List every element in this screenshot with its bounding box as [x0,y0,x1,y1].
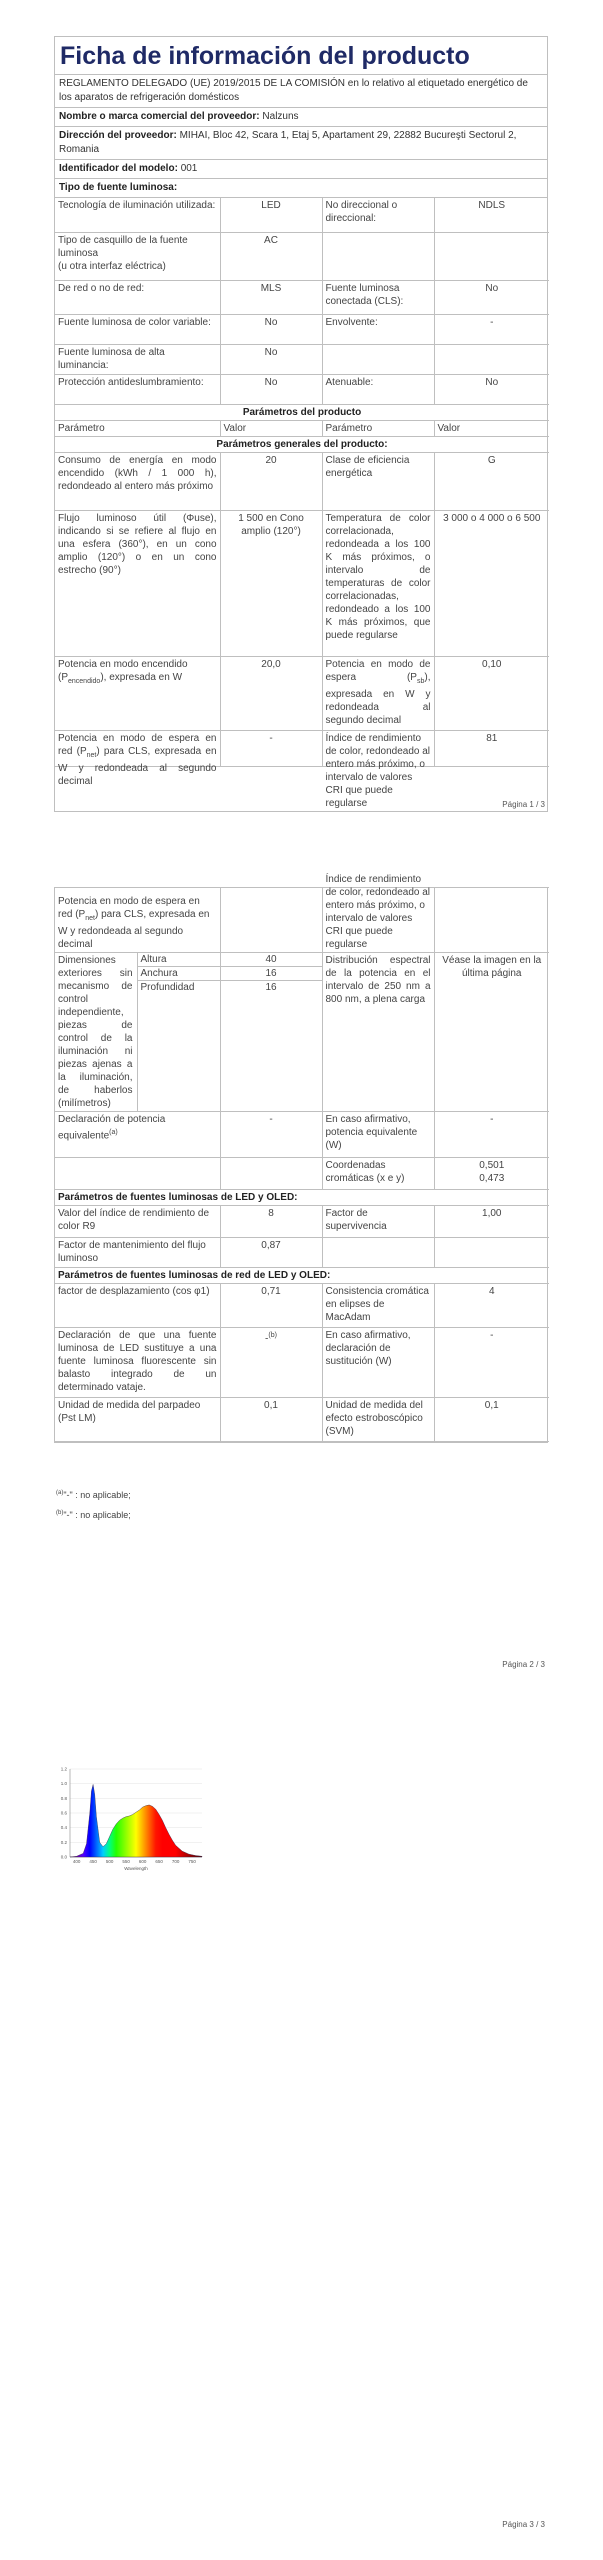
footnote-text: "-" : no aplicable; [63,1490,131,1500]
page-3 [0,1720,603,2560]
height-value: 40 [221,953,322,967]
param-label: Consumo de energía en modo encendido (kWh / 1 000 h), redondeado al entero más próximo [55,452,220,510]
param-label: Envolvente: [322,314,434,344]
flicker-label: Unidad de medida del parpadeo (Pst LM) [55,1398,220,1442]
supplier-address-label: Dirección del proveedor: [59,130,177,141]
empty-cell [55,1158,220,1190]
label-part: ), expresada en W y redondeada al segundo decimal [325,671,431,726]
stroboscopic-value: 0,1 [434,1398,549,1442]
width-value: 16 [221,967,322,981]
empty-cell [322,1238,434,1268]
table-row [55,344,549,374]
cri-value: 81 [434,730,549,766]
label-subscript: net [86,751,97,759]
maintenance-label: Factor de mantenimiento del flujo luminoso [55,1238,220,1268]
spd-value: Véase la imagen en la última página [434,953,549,1112]
width-label: Anchura [138,967,220,981]
mains-params-heading: Parámetros de fuentes luminosas de red de LED y OLED: [55,1268,549,1284]
table-row [55,730,549,766]
dimension-names [137,953,220,1112]
param-label: Tipo de casquillo de la fuente luminosa (u otra interfaz eléctrica) [55,232,220,280]
param-value [434,344,549,374]
table-row [55,888,549,953]
depth-label: Profundidad [140,982,195,993]
supplier-address-row [55,127,547,160]
maintenance-value: 0,87 [220,1238,322,1268]
label-part: Declaración de potencia equivalente [58,1114,166,1142]
replacement-yes-value: - [434,1328,549,1398]
light-source-type-row [55,179,547,198]
table-row [55,510,549,656]
on-mode-power-value: 20,0 [220,656,322,730]
chromaticity-y: 0,473 [479,1173,505,1184]
spectral-distribution-chart [52,1765,212,1875]
document-title: Ficha de información del producto [55,37,547,75]
table-row [55,1206,549,1238]
x-tick-label: 700 [171,1859,180,1864]
param-label: Tecnología de iluminación utilizada: [55,198,220,232]
y-tick-label: 0.4 [60,1825,67,1831]
column-header-value: Valor [220,420,322,436]
param-value: No [220,344,322,374]
param-value: LED [220,198,322,232]
footnote-b [56,1506,131,1522]
displacement-value: 0,71 [220,1284,322,1328]
label-part: Potencia en modo de espera en red (P [58,896,200,920]
x-tick-label: 750 [188,1859,196,1864]
stroboscopic-label: Unidad de medida del efecto estroboscópico (SVM) [322,1398,434,1442]
table-row [55,1328,549,1398]
footnote-mark: (a) [56,1490,64,1496]
param-value: MLS [220,280,322,314]
footnote-a [56,1486,131,1502]
x-tick-label: 400 [72,1859,81,1864]
replacement-label: Declaración de que una fuente luminosa de LED sustituye a una fuente luminosa fluorescente sin balasto integrado de un determinado vataje. [55,1328,220,1398]
page-number: Página 1 / 3 [502,800,545,809]
x-tick-label: 500 [105,1859,114,1864]
table-row [55,1238,549,1268]
regulation-text: REGLAMENTO DELEGADO (UE) 2019/2015 DE LA COMISIÓN en lo relativo al etiquetado energético de los aparatos de refrigeración domésticos [55,75,547,108]
equiv-power-value: - [220,1112,322,1158]
table-row [55,452,549,510]
table-header-row [55,420,549,436]
label-part: Potencia en modo encendido (P [58,658,188,683]
column-header-value: Valor [434,420,549,436]
table-row [55,436,549,452]
column-header-param: Parámetro [322,420,434,436]
table-row [55,374,549,404]
r9-value: 8 [220,1206,322,1238]
label-subscript: encendido [68,677,101,685]
param-label: Flujo luminoso útil (Φuse), indicando si se refiere al flujo en una esfera (360°), en un cono amplio (120°) o en un cono estrecho (90°) [55,510,220,656]
standby-power-value: 0,10 [434,656,549,730]
label-subscript: net [85,915,95,922]
label-part: ) para CLS, expresada en W y redondeada al segundo decimal [58,909,210,950]
table-row [55,1398,549,1442]
footnotes [56,1486,131,1522]
chromaticity-values [434,1158,549,1190]
chromaticity-label: Coordenadas cromáticas (x e y) [322,1158,434,1190]
table-row [55,1158,549,1190]
param-label: Fuente luminosa de color variable: [55,314,220,344]
param-label: Atenuable: [322,374,434,404]
label-part: Potencia en modo de espera en red (P [58,732,217,757]
param-value: No [434,374,549,404]
table-row [55,1190,549,1206]
x-tick-label: 550 [122,1859,130,1864]
page-number: Página 3 / 3 [502,2520,545,2529]
model-id-row [55,160,547,179]
param-value: NDLS [434,198,549,232]
y-tick-label: 0.0 [60,1854,67,1860]
table-row [55,1284,549,1328]
survival-value: 1,00 [434,1206,549,1238]
displacement-label: factor de desplazamiento (cos φ1) [55,1284,220,1328]
net-standby-value: - [220,730,322,766]
general-params-heading: Parámetros generales del producto: [55,436,549,452]
empty-cell [220,888,322,953]
net-standby-label-continued [55,888,220,953]
spd-label: Distribución espectral de la potencia en el intervalo de 250 nm a 800 nm, a plena carga [322,953,434,1112]
footnote-mark: (b) [56,1510,64,1516]
height-label: Altura [138,953,220,967]
table-row [55,232,549,280]
cri-label-text: Índice de rendimiento de color, redondeado al entero más próximo, o intervalo de valores CRI que puede regularse [325,874,431,950]
product-info-sheet [54,36,548,812]
label-subscript: sb [416,677,425,685]
flicker-value: 0,1 [220,1398,322,1442]
empty-cell [434,1238,549,1268]
replacement-yes-label: En caso afirmativo, declaración de sustitución (W) [322,1328,434,1398]
cri-label [322,730,434,809]
footnote-ref: (a) [109,1129,118,1136]
net-standby-label [55,730,220,787]
page-1 [0,0,603,820]
y-tick-label: 0.6 [60,1810,67,1816]
x-axis-label: Wavelength [124,1866,148,1871]
empty-cell [434,888,549,953]
r9-label: Valor del índice de rendimiento de color R9 [55,1206,220,1238]
led-oled-params-heading: Parámetros de fuentes luminosas de LED y OLED: [55,1190,549,1206]
supplier-address: MIHAI, Bloc 42, Scara 1, Etaj 5, Apartament 29, 22882 Bucureşti Sectorul 2, Romania [59,130,517,155]
param-label [322,232,434,280]
cri-label-continued [322,874,434,953]
y-tick-label: 0.2 [60,1839,67,1845]
on-mode-power-label [55,656,220,730]
model-id-label: Identificador del modelo: [59,163,178,174]
supplier-name: Nalzuns [262,111,299,122]
spectrum-area [70,1784,202,1857]
table-row [55,953,549,1112]
table-row [55,404,549,420]
chromaticity-x: 0,501 [479,1160,505,1171]
label-part: Potencia en modo de espera (P [325,658,431,683]
footnote-text: "-" : no aplicable; [63,1510,131,1520]
empty-cell [220,1158,322,1190]
x-tick-label: 450 [89,1859,97,1864]
equiv-power-label [55,1112,220,1158]
page-number: Página 2 / 3 [502,1660,545,1669]
product-params-heading: Parámetros del producto [55,404,549,420]
dimensions-label: Dimensiones exteriores sin mecanismo de control independiente, piezas de control de la iluminación ni piezas ajenas a la iluminación, de haberlos (milímetros) [55,953,137,1112]
light-source-type-label: Tipo de fuente luminosa: [59,182,178,193]
param-label [322,344,434,374]
param-value: 1 500 en Cono amplio (120°) [220,510,322,656]
param-label: De red o no de red: [55,280,220,314]
param-value: AC [220,232,322,280]
cri-label-text: Índice de rendimiento de color, redondeado al entero más próximo, o intervalo de valores CRI que puede regularse [325,732,431,809]
param-value: 3 000 o 4 000 o 6 500 [434,510,549,656]
param-label: Fuente luminosa de alta luminancia: [55,344,220,374]
table-row [55,1112,549,1158]
supplier-name-label: Nombre o marca comercial del proveedor: [59,111,260,122]
table-row [55,280,549,314]
param-value: No [220,314,322,344]
supplier-name-row [55,108,547,127]
y-tick-label: 1.0 [60,1781,67,1787]
param-value: G [434,452,549,510]
x-tick-label: 600 [138,1859,147,1864]
macadam-value: 4 [434,1284,549,1328]
param-value: No [434,280,549,314]
param-label: Temperatura de color correlacionada, redondeada a los 100 K más próximos, o intervalo de temperaturas de color correlacionadas, redondeado a los 100 K más próximos, que puede regularse [322,510,434,656]
param-value [434,232,549,280]
page-2 [0,860,603,1700]
depth-value: 16 [265,982,277,993]
model-id: 001 [180,163,198,174]
param-value: No [220,374,322,404]
product-info-sheet-continued [54,874,548,1443]
footnote-ref: (b) [268,1332,277,1339]
y-tick-label: 1.2 [60,1766,67,1772]
value-text: - [265,1333,269,1345]
replacement-value [220,1328,322,1398]
label-part: ) para CLS, expresada en W y redondeada al segundo decimal [58,745,217,787]
equiv-power-yes-value: - [434,1112,549,1158]
column-header-param: Parámetro [55,420,220,436]
param-label: Protección antideslumbramiento: [55,374,220,404]
label-part: ), expresada en W [100,671,183,683]
dimension-values [220,953,322,1112]
param-label: Fuente luminosa conectada (CLS): [322,280,434,314]
table-row [55,656,549,730]
survival-label: Factor de supervivencia [322,1206,434,1238]
params-table-continued [55,874,549,1442]
macadam-label: Consistencia cromática en elipses de MacAdam [322,1284,434,1328]
table-row [55,314,549,344]
param-label: Clase de eficiencia energética [322,452,434,510]
param-value: - [434,314,549,344]
y-tick-label: 0.8 [60,1795,67,1801]
standby-power-label [322,656,434,730]
table-row [55,198,549,232]
table-row [55,1268,549,1284]
param-label: No direccional o direccional: [322,198,434,232]
x-tick-label: 650 [155,1859,163,1864]
param-value: 20 [220,452,322,510]
equiv-power-yes-label: En caso afirmativo, potencia equivalente (W) [322,1112,434,1158]
